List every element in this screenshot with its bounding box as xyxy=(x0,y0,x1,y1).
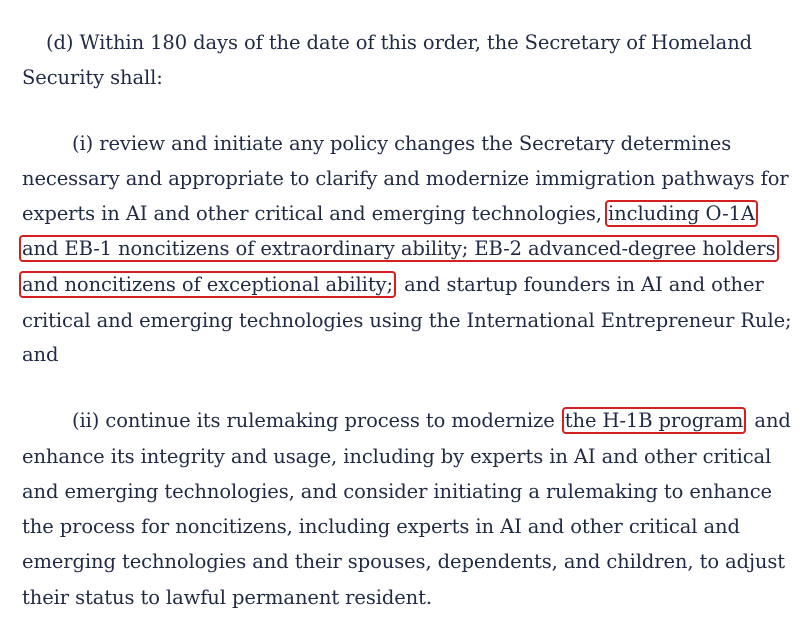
highlight-box: the H-1B program xyxy=(562,407,747,434)
highlight-box: and EB-1 noncitizens of extraordinary ability; EB-2 advanced-degree holders xyxy=(19,235,779,262)
text-line: and emerging technologies, and consider initiating a rulemaking to enhance xyxy=(22,480,772,503)
text-line: critical and emerging technologies using the International Entrepreneur Rule; xyxy=(22,309,792,332)
text-line: enhance its integrity and usage, including by experts in AI and other critical xyxy=(22,445,772,468)
text-line: (d) Within 180 days of the date of this order, the Secretary of Homeland xyxy=(46,31,753,54)
text-segment: experts in AI and other critical and emerging technologies, xyxy=(22,202,602,225)
text-line: and xyxy=(22,343,59,366)
text-segment: and xyxy=(754,409,791,432)
text-line xyxy=(22,197,755,231)
text-line xyxy=(72,404,791,438)
text-segment: and startup founders in AI and other xyxy=(404,273,764,296)
text-line: emerging technologies and their spouses, dependents, and children, to adjust xyxy=(22,550,786,573)
text-line: (i) review and initiate any policy changes the Secretary determines xyxy=(72,132,732,155)
text-line: the process for noncitizens, including experts in AI and other critical and xyxy=(22,515,740,538)
text-line xyxy=(19,268,764,302)
text-line xyxy=(19,232,779,266)
text-line: necessary and appropriate to clarify and modernize immigration pathways for xyxy=(22,167,789,190)
text-line: Security shall: xyxy=(22,66,163,89)
text-segment: (ii) continue its rulemaking process to modernize xyxy=(72,409,555,432)
highlight-box: including O-1A xyxy=(605,200,758,227)
text-line: their status to lawful permanent resident. xyxy=(22,586,432,609)
highlight-box: and noncitizens of exceptional ability; xyxy=(19,271,396,298)
